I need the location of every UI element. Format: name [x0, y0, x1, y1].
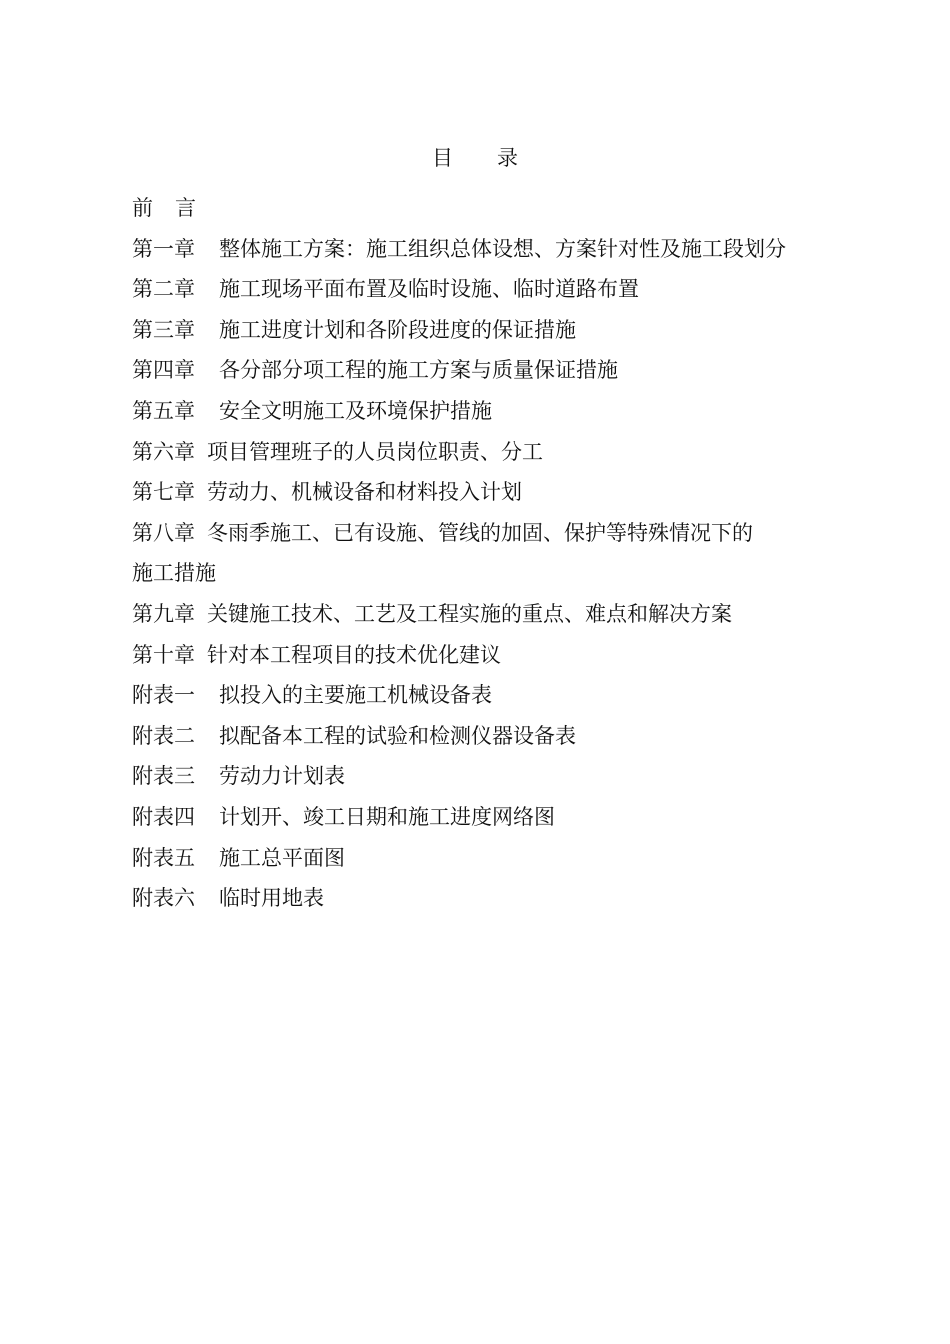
- toc-entry-chapter-9[interactable]: [132, 594, 832, 635]
- toc-entry-chapter-8[interactable]: [132, 513, 832, 554]
- entry-title: 项目管理班子的人员岗位职责、分工: [207, 439, 543, 464]
- toc-entry-chapter-6[interactable]: [132, 432, 832, 473]
- entry-number: 第七章: [132, 480, 195, 505]
- entry-number: 第一章: [132, 236, 195, 261]
- entry-number: 附表三: [132, 764, 195, 789]
- entry-number: 第二章: [132, 277, 195, 302]
- toc-entry-preface[interactable]: [132, 188, 832, 229]
- entry-number: 第五章: [132, 398, 195, 423]
- toc-entry-chapter-10[interactable]: [132, 635, 832, 676]
- toc-entry-appendix-1[interactable]: [132, 675, 832, 716]
- entry-title: 施工总平面图: [219, 845, 345, 870]
- preface-part2: 言: [175, 196, 196, 220]
- entry-title: 施工进度计划和各阶段进度的保证措施: [219, 317, 576, 342]
- toc-title: [0, 143, 950, 173]
- toc-title-part2: 录: [497, 146, 518, 170]
- toc-entry-chapter-3[interactable]: [132, 310, 832, 351]
- preface-part1: 前: [132, 196, 153, 220]
- entry-number: 第三章: [132, 317, 195, 342]
- entry-title: 针对本工程项目的技术优化建议: [207, 642, 501, 667]
- entry-title: 临时用地表: [219, 886, 324, 911]
- entry-title: 冬雨季施工、已有设施、管线的加固、保护等特殊情况下的: [207, 520, 753, 545]
- entry-title: 劳动力、机械设备和材料投入计划: [207, 480, 522, 505]
- entry-number: 附表一: [132, 683, 195, 708]
- entry-title: 拟投入的主要施工机械设备表: [219, 683, 492, 708]
- entry-number: 第四章: [132, 358, 195, 383]
- entry-number: 第九章: [132, 601, 195, 626]
- toc-list: [132, 188, 832, 919]
- entry-number: 附表五: [132, 845, 195, 870]
- toc-entry-appendix-2[interactable]: [132, 716, 832, 757]
- toc-entry-chapter-1[interactable]: [132, 229, 832, 270]
- toc-entry-appendix-3[interactable]: [132, 756, 832, 797]
- toc-entry-chapter-8-continued[interactable]: [132, 553, 832, 594]
- toc-entry-appendix-6[interactable]: [132, 878, 832, 919]
- toc-entry-chapter-5[interactable]: [132, 391, 832, 432]
- entry-title: 关键施工技术、工艺及工程实施的重点、难点和解决方案: [207, 601, 732, 626]
- entry-title: 整体施工方案：施工组织总体设想、方案针对性及施工段划分: [219, 236, 786, 261]
- toc-entry-chapter-2[interactable]: [132, 269, 832, 310]
- entry-title: 计划开、竣工日期和施工进度网络图: [219, 804, 555, 829]
- entry-title-continued: 施工措施: [132, 561, 216, 586]
- entry-number: 第十章: [132, 642, 195, 667]
- toc-entry-chapter-4[interactable]: [132, 350, 832, 391]
- entry-title: 安全文明施工及环境保护措施: [219, 398, 492, 423]
- entry-number: 附表二: [132, 723, 195, 748]
- toc-entry-appendix-4[interactable]: [132, 797, 832, 838]
- toc-entry-appendix-5[interactable]: [132, 838, 832, 879]
- entry-title: 各分部分项工程的施工方案与质量保证措施: [219, 358, 618, 383]
- toc-entry-chapter-7[interactable]: [132, 472, 832, 513]
- entry-title: 劳动力计划表: [219, 764, 345, 789]
- entry-number: 第八章: [132, 520, 195, 545]
- entry-title: 拟配备本工程的试验和检测仪器设备表: [219, 723, 576, 748]
- toc-title-part1: 目: [432, 146, 453, 170]
- entry-number: 第六章: [132, 439, 195, 464]
- entry-title: 施工现场平面布置及临时设施、临时道路布置: [219, 277, 639, 302]
- entry-number: 附表四: [132, 804, 195, 829]
- entry-number: 附表六: [132, 886, 195, 911]
